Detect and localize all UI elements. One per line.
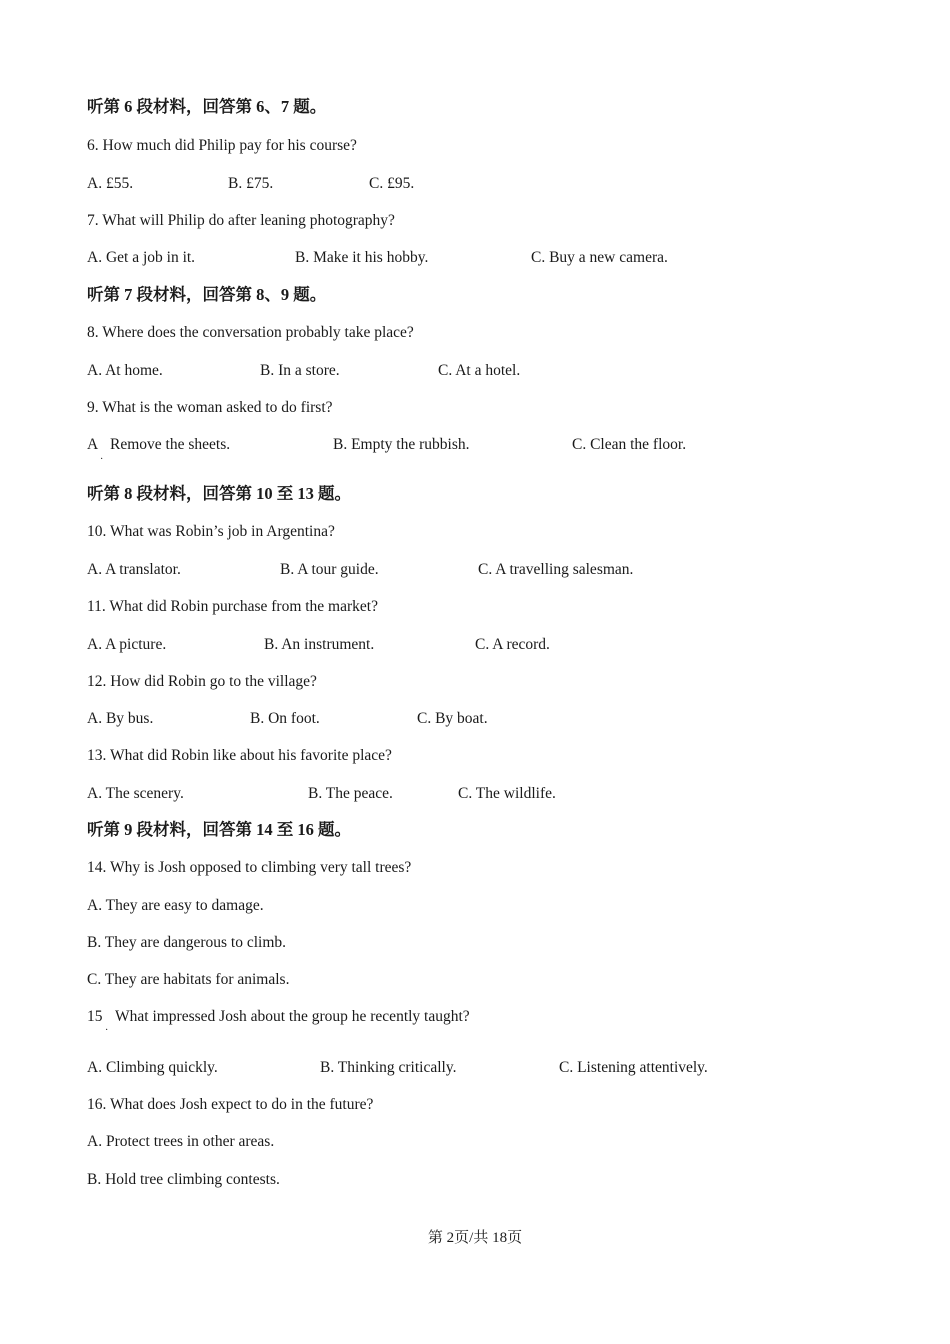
option-b: B. On foot.	[250, 710, 320, 727]
question-16-option-a: A. Protect trees in other areas.	[87, 1133, 275, 1150]
question-10: 10. What was Robin’s job in Argentina?	[87, 523, 335, 540]
question-14: 14. Why is Josh opposed to climbing very tall trees?	[87, 859, 412, 876]
question-number: 15	[87, 1008, 103, 1025]
option-c: C. A travelling salesman.	[478, 561, 634, 578]
option-b: B. In a store.	[260, 362, 340, 379]
option-a: A. A translator.	[87, 561, 181, 578]
option-c: C. Listening attentively.	[559, 1059, 708, 1076]
section-heading: 听第 8 段材料，回答第 10 至 13 题。	[87, 484, 351, 503]
section-heading: 听第 6 段材料，回答第 6、7 题。	[87, 97, 327, 116]
dot-mark: ·	[100, 454, 104, 465]
option-a: A. Climbing quickly.	[87, 1059, 218, 1076]
option-a-label: A	[87, 436, 99, 453]
option-c: C. Buy a new camera.	[531, 249, 668, 266]
option-a: A. At home.	[87, 362, 163, 379]
question-7: 7. What will Philip do after leaning photography?	[87, 212, 395, 229]
option-b: B. An instrument.	[264, 636, 375, 653]
option-b: B. Make it his hobby.	[295, 249, 429, 266]
question-8: 8. Where does the conversation probably take place?	[87, 324, 414, 341]
option-a: A. The scenery.	[87, 785, 184, 802]
option-a: A. A picture.	[87, 636, 167, 653]
question-13: 13. What did Robin like about his favorite place?	[87, 747, 392, 764]
option-c: C. The wildlife.	[458, 785, 556, 802]
option-c: C. Clean the floor.	[572, 436, 687, 453]
section-heading: 听第 7 段材料，回答第 8、9 题。	[87, 285, 327, 304]
question-14-option-c: C. They are habitats for animals.	[87, 971, 290, 988]
question-11: 11. What did Robin purchase from the market?	[87, 598, 378, 615]
option-b: B. Thinking critically.	[320, 1059, 457, 1076]
question-text: What impressed Josh about the group he recently taught?	[115, 1008, 470, 1025]
page-footer: 第 2页/共 18页	[427, 1230, 523, 1246]
option-b: B. £75.	[228, 175, 274, 192]
option-a: A. By bus.	[87, 710, 154, 727]
question-16: 16. What does Josh expect to do in the future?	[87, 1096, 374, 1113]
dot-mark: ·	[105, 1025, 109, 1036]
question-16-option-b: B. Hold tree climbing contests.	[87, 1171, 280, 1188]
question-14-option-a: A. They are easy to damage.	[87, 897, 264, 914]
section-heading: 听第 9 段材料，回答第 14 至 16 题。	[87, 820, 351, 839]
option-a: Remove the sheets.	[110, 436, 231, 453]
option-a: A. £55.	[87, 175, 134, 192]
option-c: C. By boat.	[417, 710, 488, 727]
question-14-option-b: B. They are dangerous to climb.	[87, 934, 287, 951]
option-c: C. £95.	[369, 175, 415, 192]
option-c: C. At a hotel.	[438, 362, 521, 379]
question-12: 12. How did Robin go to the village?	[87, 673, 317, 690]
option-a: A. Get a job in it.	[87, 249, 196, 266]
option-c: C. A record.	[475, 636, 550, 653]
question-9: 9. What is the woman asked to do first?	[87, 399, 333, 416]
option-b: B. A tour guide.	[280, 561, 379, 578]
question-6: 6. How much did Philip pay for his course?	[87, 137, 357, 154]
option-b: B. Empty the rubbish.	[333, 436, 470, 453]
option-b: B. The peace.	[308, 785, 393, 802]
